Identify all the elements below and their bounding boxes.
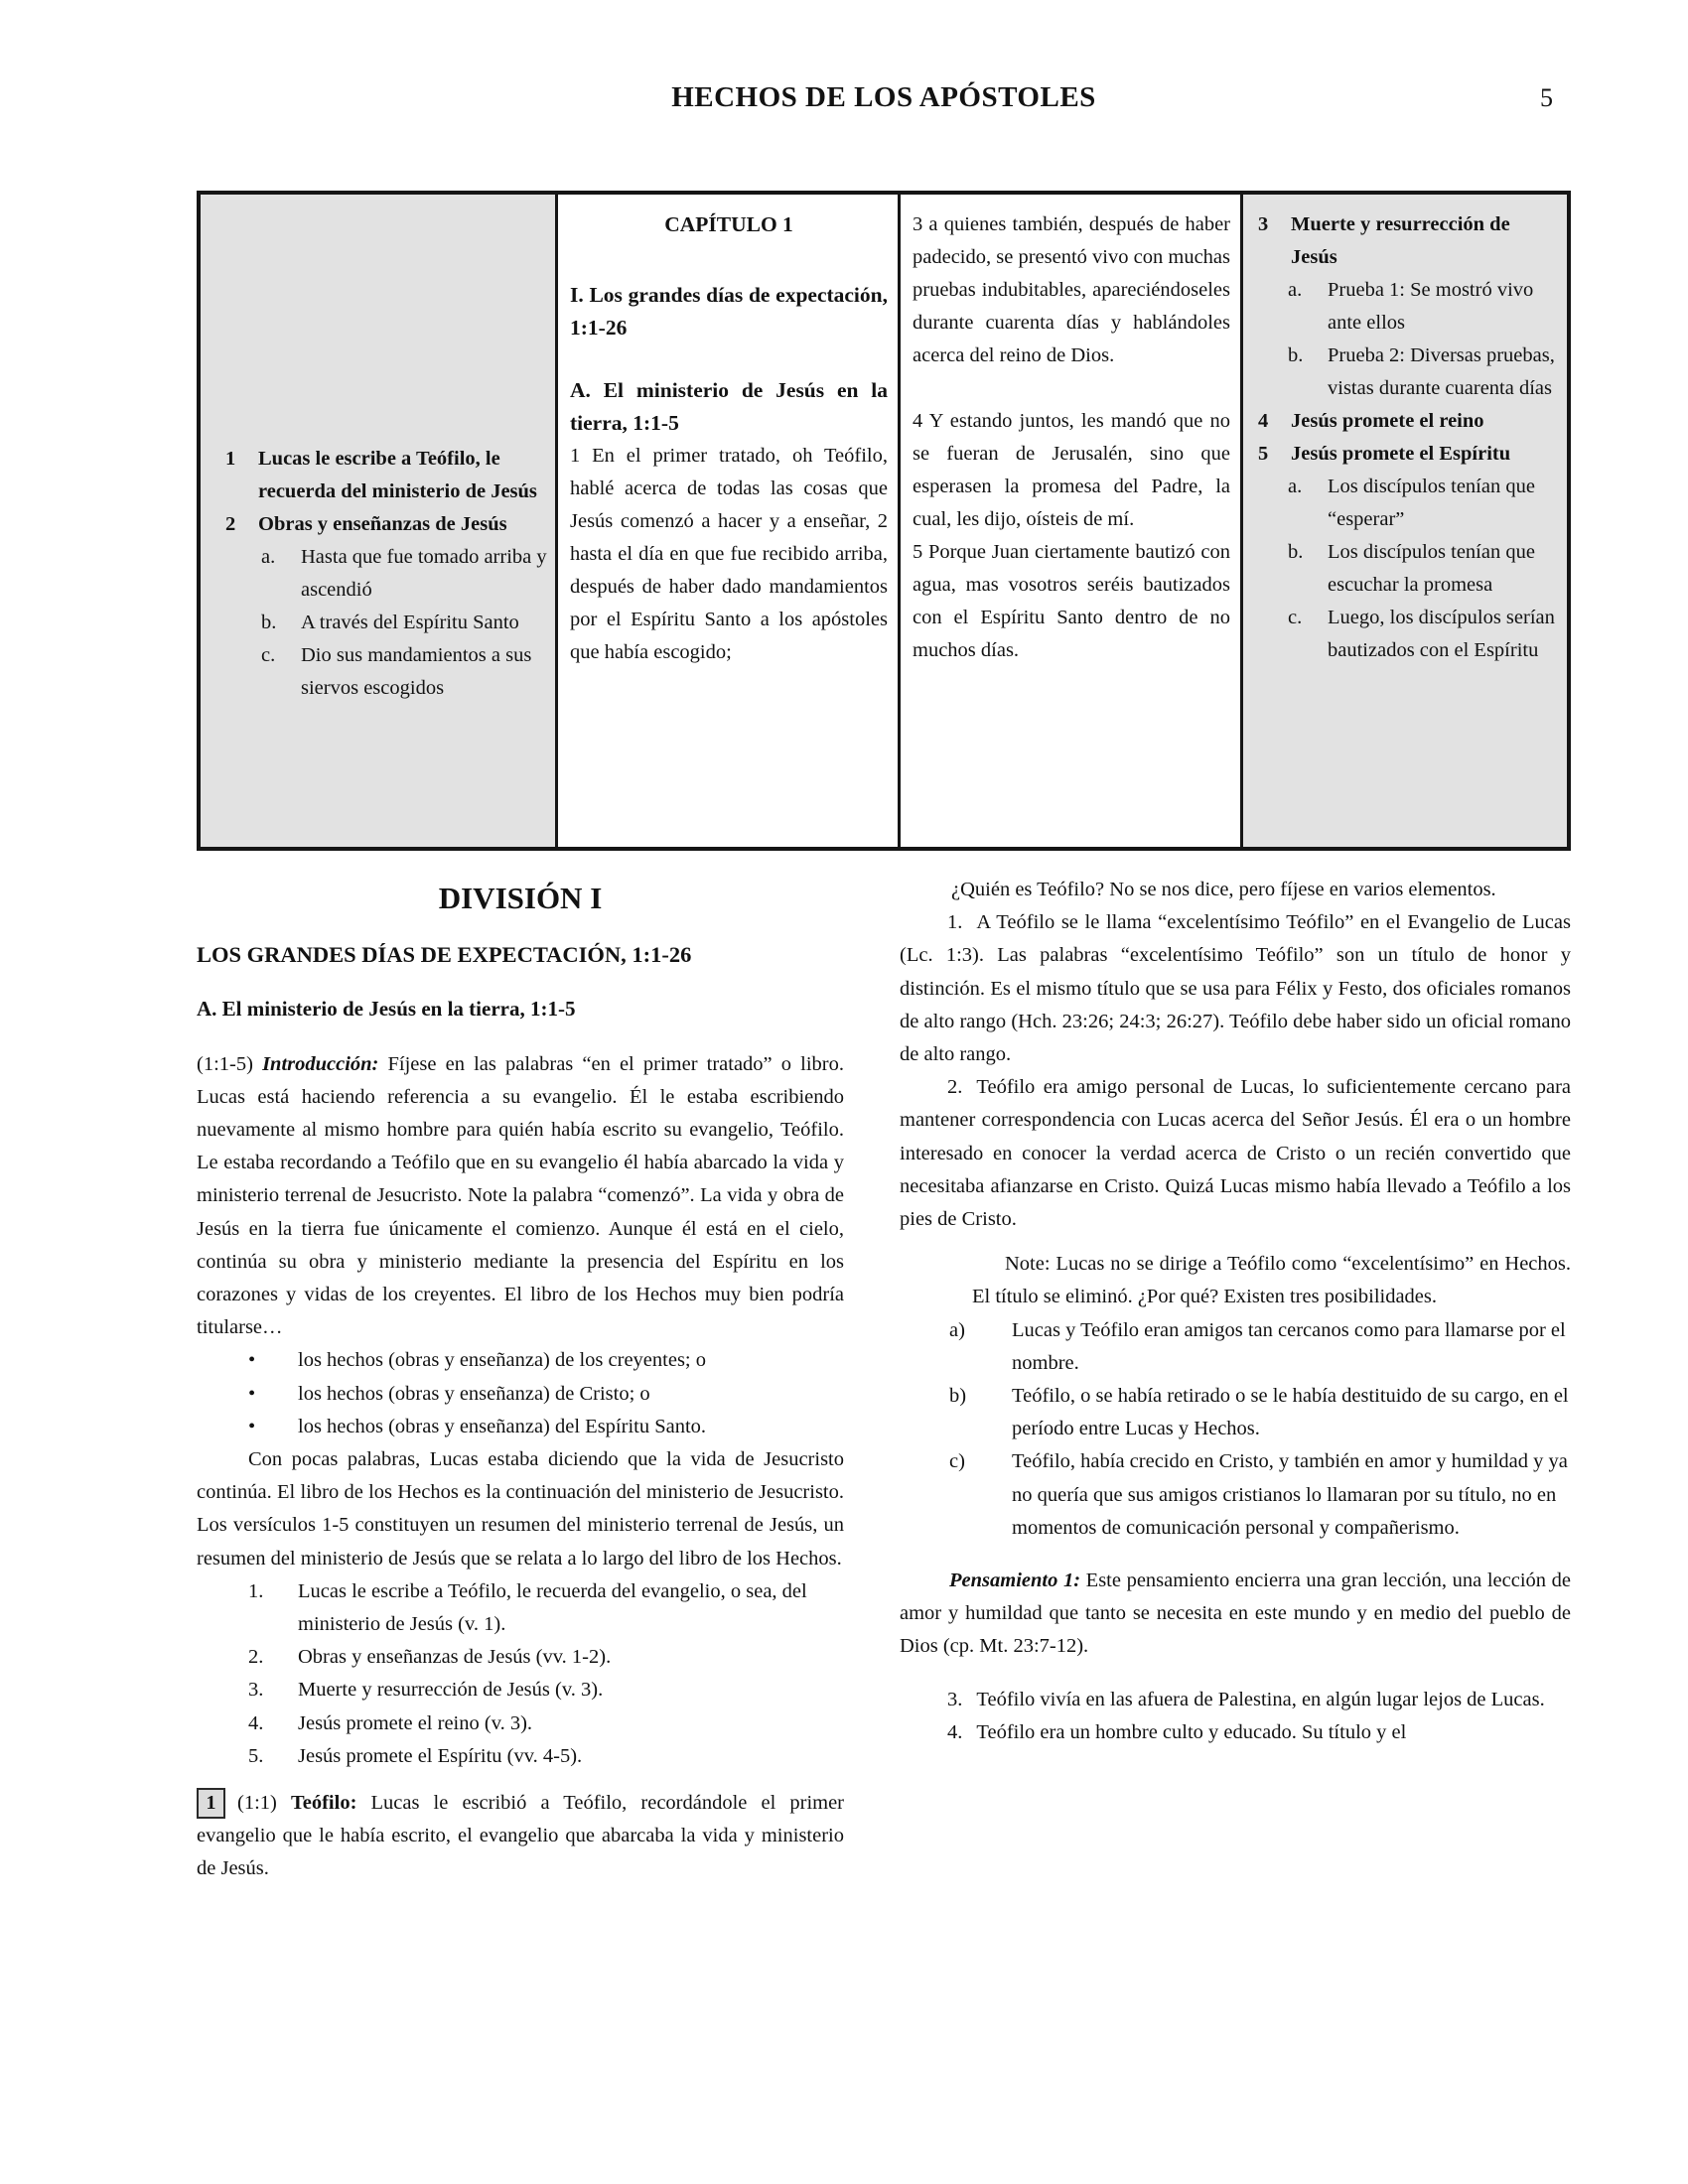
outline-subpoint-text: Los discípulos tenían que escuchar la promesa bbox=[1328, 541, 1535, 596]
paragraph-number: 3. bbox=[947, 1688, 963, 1710]
paragraph-text: Teófilo era un hombre culto y educado. Su título y el bbox=[976, 1720, 1407, 1743]
thought-paragraph bbox=[900, 1565, 1571, 1664]
bullet-text: los hechos (obras y enseñanza) de los creyentes; o bbox=[298, 1349, 706, 1372]
outline-point bbox=[1258, 405, 1559, 438]
outline-point bbox=[225, 508, 547, 541]
outline-subpoint bbox=[261, 607, 547, 639]
outline-subpoint-label: b. bbox=[1288, 344, 1304, 366]
outline-right-column bbox=[1240, 195, 1567, 847]
numbered-paragraph bbox=[900, 906, 1571, 1071]
possibility-text: Lucas y Teófilo eran amigos tan cercanos como para llamarse por el nombre. bbox=[1012, 1318, 1566, 1374]
outline-subpoint-text: A través del Espíritu Santo bbox=[301, 612, 519, 633]
paragraph-number: 2. bbox=[947, 1076, 963, 1099]
opening-paragraph: ¿Quién es Teófilo? No se nos dice, pero fíjese en varios elementos. bbox=[951, 879, 1496, 900]
possibility-item bbox=[949, 1314, 1571, 1380]
outline-subpoint-label: b. bbox=[1288, 541, 1304, 563]
section-heading: A. El ministerio de Jesús en la tierra, 1:1-5 bbox=[570, 378, 888, 435]
paragraph-text: Teófilo era amigo personal de Lucas, lo suficientemente cercano para mantener correspondencia con Lucas acerca del Señor Jesús. Él era o un hombre interesado en conocer la verdad acerca de Cristo o un recién convertido que necesitaba afianzarse en Cristo. Quizá Lucas mismo había llevado a Teófilo a los pies de Cristo. bbox=[900, 1076, 1571, 1231]
introduction-label: Introducción: bbox=[262, 1052, 379, 1075]
note-label: Teófilo: bbox=[290, 1792, 357, 1815]
scripture-verse-3: 3 a quienes también, después de haber padecido, se presentó vivo con muchas pruebas indubitables, apareciéndoseles durante cuarenta días y hablándoles acerca del reino de Dios. bbox=[913, 213, 1230, 366]
summary-list-item bbox=[248, 1707, 844, 1740]
bullet-item bbox=[248, 1411, 844, 1443]
page-title: HECHOS DE LOS APÓSTOLES bbox=[671, 81, 1096, 113]
numbered-paragraph bbox=[900, 1716, 1571, 1749]
outline-subpoint-text: Hasta que fue tomado arriba y ascendió bbox=[301, 546, 547, 601]
introduction-paragraph bbox=[197, 1048, 844, 1345]
bullet-icon: • bbox=[248, 1382, 256, 1405]
verse-reference: (1:1-5) bbox=[197, 1052, 253, 1075]
scripture-verses-1-2: 1 En el primer tratado, oh Teófilo, hablé acerca de todas las cosas que Jesús comenzó a hacer y a enseñar, 2 hasta el día en que fue recibido arriba, después de haber dado mandamientos por el Espíritu Santo a los apóstoles que había escogido; bbox=[570, 445, 888, 663]
note-marker-box: 1 bbox=[197, 1788, 225, 1819]
summary-list-item bbox=[248, 1674, 844, 1706]
chapter-column bbox=[555, 195, 898, 847]
outline-subpoint-label: a. bbox=[261, 546, 276, 568]
list-number: 5. bbox=[248, 1744, 264, 1767]
scripture-verse-5: 5 Porque Juan ciertamente bautizó con agua, mas vosotros seréis bautizados con el Espíritu Santo dentro de no muchos días. bbox=[913, 541, 1230, 661]
possibility-text: Teófilo, o se había retirado o se le había destituido de su cargo, en el período entre Lucas y Hechos. bbox=[1012, 1385, 1569, 1440]
possibility-text: Teófilo, había crecido en Cristo, y también en amor y humildad y ya no quería que sus amigos cristianos lo llamaran por su título, no en momentos de comunicación personal y compañerismo. bbox=[1012, 1450, 1568, 1539]
outline-subpoint-label: a. bbox=[1288, 279, 1303, 301]
outline-subpoint-label: a. bbox=[1288, 476, 1303, 497]
outline-table bbox=[197, 191, 1571, 851]
outline-subpoint bbox=[261, 639, 547, 705]
outline-point-title: Lucas le escribe a Teófilo, le recuerda del ministerio de Jesús bbox=[258, 448, 537, 502]
outline-point bbox=[1258, 438, 1559, 471]
outline-subpoint bbox=[1288, 471, 1559, 536]
outline-point bbox=[225, 443, 547, 508]
outline-point-number: 2 bbox=[225, 513, 236, 535]
introduction-text: Fíjese en las palabras “en el primer tratado” o libro. Lucas está haciendo referencia a su evangelio. Él le estaba escribiendo nuevamente al mismo hombre para quién había escrito su evangelio, Teófilo. Le estaba recordando a Teófilo que en su evangelio él había abarcado la vida y ministerio terrenal de Jesucristo. Note la palabra “comenzó”. La vida y obra de Jesús en la tierra fue únicamente el comienzo. Aunque él está en el cielo, continúa su obra y ministerio mediante la presencia del Espíritu en los corazones y vidas de los creyentes. El libro de los Hechos muy bien podría titularse… bbox=[197, 1052, 844, 1339]
bullet-item bbox=[248, 1378, 844, 1411]
verse-reference: (1:1) bbox=[237, 1792, 277, 1815]
outline-subpoint bbox=[1288, 602, 1559, 667]
outline-subpoint-label: c. bbox=[261, 644, 276, 666]
outline-point-number: 3 bbox=[1258, 213, 1269, 235]
list-text: Lucas le escribe a Teófilo, le recuerda del evangelio, o sea, del ministerio de Jesús (v. 1). bbox=[298, 1579, 807, 1636]
possibility-label: b) bbox=[949, 1385, 967, 1408]
section-heading: A. El ministerio de Jesús en la tierra, 1:1-5 bbox=[197, 997, 576, 1022]
list-number: 4. bbox=[248, 1711, 264, 1734]
note-text: Lucas le escribió a Teófilo, recordándole el primer evangelio que le había escrito, el evangelio que abarcaba la vida y ministerio de Jesús. bbox=[197, 1792, 845, 1880]
bullet-icon: • bbox=[248, 1349, 256, 1372]
outline-point-title: Jesús promete el reino bbox=[1291, 410, 1484, 432]
bullet-text: los hechos (obras y enseñanza) del Espíritu Santo. bbox=[298, 1415, 707, 1437]
numbered-paragraph bbox=[900, 1071, 1571, 1236]
paragraph-text: Teófilo vivía en las afuera de Palestina, en algún lugar lejos de Lucas. bbox=[976, 1688, 1545, 1710]
outline-point-title: Obras y enseñanzas de Jesús bbox=[258, 513, 507, 535]
scripture-verse-4: 4 Y estando juntos, les mandó que no se fueran de Jerusalén, sino que esperasen la promesa del Padre, la cual, les dijo, oísteis de mí. bbox=[913, 410, 1230, 530]
numbered-note-paragraph bbox=[197, 1787, 844, 1886]
thought-label: Pensamiento 1: bbox=[949, 1570, 1081, 1592]
outline-subpoint bbox=[1288, 536, 1559, 602]
outline-subpoint bbox=[261, 541, 547, 607]
outline-subpoint bbox=[1288, 274, 1559, 340]
page-header bbox=[197, 81, 1571, 121]
chapter-heading: CAPÍTULO 1 bbox=[664, 212, 793, 236]
list-text: Muerte y resurrección de Jesús (v. 3). bbox=[298, 1679, 604, 1702]
outline-point-number: 4 bbox=[1258, 410, 1269, 432]
page-number: 5 bbox=[1540, 83, 1553, 112]
division-subtitle: LOS GRANDES DÍAS DE EXPECTACIÓN, 1:1-26 bbox=[197, 942, 692, 968]
outline-subpoint bbox=[1288, 340, 1559, 405]
bullet-icon: • bbox=[248, 1415, 256, 1437]
list-number: 2. bbox=[248, 1646, 264, 1669]
outline-subpoint-text: Dio sus mandamientos a sus siervos escogidos bbox=[301, 644, 532, 699]
outline-subpoint-label: c. bbox=[1288, 607, 1303, 628]
outline-point-number: 1 bbox=[225, 448, 236, 470]
list-text: Jesús promete el Espíritu (vv. 4-5). bbox=[298, 1744, 583, 1767]
commentary-right-column bbox=[900, 874, 1571, 1886]
numbered-paragraph bbox=[900, 1684, 1571, 1716]
outline-subpoint-text: Luego, los discípulos serían bautizados con el Espíritu bbox=[1328, 607, 1555, 661]
summary-list-item bbox=[248, 1641, 844, 1674]
possibility-label: a) bbox=[949, 1318, 965, 1341]
outline-subpoint-text: Los discípulos tenían que “esperar” bbox=[1328, 476, 1535, 530]
possibility-label: c) bbox=[949, 1450, 965, 1473]
summary-paragraph: Con pocas palabras, Lucas estaba diciendo que la vida de Jesucristo continúa. El libro de los Hechos es la continuación del ministerio de Jesucristo. Los versículos 1-5 constituyen un resumen del ministerio terrenal de Jesús, un resumen del ministerio de Jesús que se relata a lo largo del libro de los Hechos. bbox=[197, 1448, 844, 1570]
list-text: Jesús promete el reino (v. 3). bbox=[298, 1711, 533, 1734]
thought-text: Este pensamiento encierra una gran lección, una lección de amor y humildad que tanto se necesita en este mundo y en medio del pueblo de Dios (cp. Mt. 23:7-12). bbox=[900, 1570, 1572, 1658]
paragraph-number: 4. bbox=[947, 1720, 963, 1743]
bullet-item bbox=[248, 1344, 844, 1377]
division-title: DIVISIÓN I bbox=[438, 881, 603, 915]
commentary-section bbox=[197, 874, 1571, 1886]
outline-point-title: Muerte y resurrección de Jesús bbox=[1291, 213, 1510, 268]
outline-subpoint-label: b. bbox=[261, 612, 277, 633]
bullet-text: los hechos (obras y enseñanza) de Cristo; o bbox=[298, 1382, 650, 1405]
outline-left-column bbox=[201, 195, 555, 847]
outline-subpoint-text: Prueba 2: Diversas pruebas, vistas durante cuarenta días bbox=[1328, 344, 1555, 399]
list-number: 3. bbox=[248, 1679, 264, 1702]
possibility-item bbox=[949, 1380, 1571, 1445]
division-heading: I. Los grandes días de expectación, 1:1-26 bbox=[570, 283, 888, 340]
list-number: 1. bbox=[248, 1579, 264, 1602]
outline-subpoint-text: Prueba 1: Se mostró vivo ante ellos bbox=[1328, 279, 1534, 334]
paragraph-number: 1. bbox=[947, 911, 963, 934]
scripture-column bbox=[898, 195, 1240, 847]
list-text: Obras y enseñanzas de Jesús (vv. 1-2). bbox=[298, 1646, 612, 1669]
paragraph-text: A Teófilo se le llama “excelentísimo Teófilo” en el Evangelio de Lucas (Lc. 1:3). Las palabras “excelentísimo Teófilo” son un título de honor y distinción. Es el mismo título que se usa para Félix y Festo, dos oficiales romanos de alto rango (Hch. 23:26; 24:3; 26:27). Teófilo debe haber sido un oficial romano de alto rango. bbox=[900, 911, 1571, 1066]
outline-point-number: 5 bbox=[1258, 443, 1269, 465]
summary-list-item bbox=[248, 1740, 844, 1773]
possibility-item bbox=[949, 1445, 1571, 1545]
outline-point bbox=[1258, 208, 1559, 274]
note-paragraph: Note: Lucas no se dirige a Teófilo como “excelentísimo” en Hechos. El título se eliminó. ¿Por qué? Existen tres posibilidades. bbox=[972, 1253, 1571, 1308]
outline-point-title: Jesús promete el Espíritu bbox=[1291, 443, 1511, 465]
summary-list-item bbox=[248, 1575, 844, 1641]
commentary-left-column bbox=[197, 874, 844, 1886]
